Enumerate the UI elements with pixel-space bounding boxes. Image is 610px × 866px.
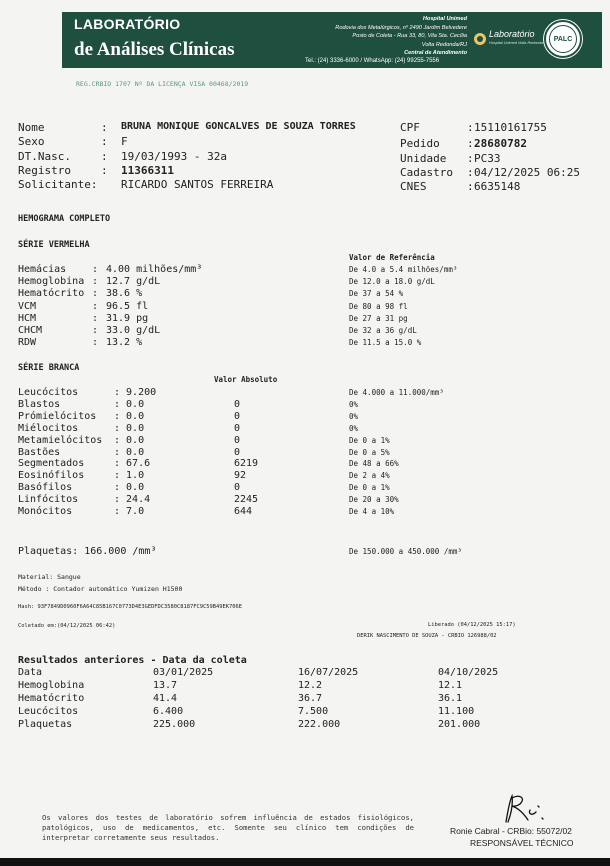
abs-header: Valor Absoluto (214, 375, 278, 384)
result-absolute: 0 (234, 422, 241, 434)
previous-value: 6.400 (153, 706, 184, 717)
solicitante-label: Solicitante: (18, 178, 98, 191)
lab-header (62, 12, 602, 68)
result-reference: De 37 a 54 % (349, 289, 404, 299)
result-label: Hemácias (18, 264, 67, 275)
result-value: 4.00 milhões/mm³ (106, 264, 203, 275)
result-reference: De 4 a 10% (349, 507, 395, 516)
result-value: 96.5 fl (106, 300, 149, 312)
patient-pedido: 28680782 (474, 137, 527, 150)
patient-birthdate: 19/03/1993 - 32a (121, 150, 227, 163)
previous-label: Plaquetas (18, 719, 73, 730)
hospital-city: Volta Redonda/RJ (421, 41, 467, 48)
patient-sex: F (121, 135, 128, 148)
result-reference: De 48 a 66% (349, 459, 399, 469)
result-label: CHCM (18, 325, 43, 336)
bottom-edge (0, 858, 610, 866)
result-absolute: 2245 (234, 494, 259, 506)
result-absolute: 0 (234, 434, 241, 446)
palc-seal-icon (544, 20, 582, 58)
previous-value: 36.7 (298, 693, 323, 704)
lab-logo-text: Laboratório (489, 29, 535, 39)
palc-seal-text: PALC (553, 35, 573, 43)
nome-label: Nome (18, 121, 45, 134)
result-reference: De 4.000 a 11.000/mm³ (349, 388, 444, 397)
pedido-label: Pedido (400, 137, 440, 150)
unidade-label: Unidade (400, 152, 447, 165)
responsavel-title: RESPONSÁVEL TÉCNICO (470, 838, 574, 848)
result-separator: : (92, 288, 99, 300)
patient-solicitante: RICARDO SANTOS FERREIRA (121, 178, 274, 191)
material: Material: Sangue (18, 573, 81, 581)
result-value: 13.2 % (106, 337, 143, 349)
previous-value: 12.2 (298, 680, 323, 691)
result-label: Linfócitos (18, 494, 79, 506)
result-separator: : (92, 300, 99, 312)
previous-value: 201.000 (438, 719, 481, 730)
previous-value: 36.1 (438, 693, 463, 704)
result-separator: : (92, 337, 99, 349)
result-reference: De 32 a 36 g/dL (349, 326, 417, 335)
coletado-em: Coletado em:(04/12/2025 06:42) (18, 623, 116, 629)
patient-name: BRUNA MONIQUE GONCALVES DE SOUZA TORRES (121, 121, 356, 132)
registration-line: REG.CRBIO 1707 Nº DA LICENÇA VISA 00468/2019 (76, 80, 249, 88)
result-absolute: 6219 (234, 458, 259, 470)
result-reference: De 20 a 30% (349, 495, 399, 505)
result-reference: De 0 a 5% (349, 447, 390, 457)
result-absolute: 0 (234, 398, 241, 410)
result-absolute: 92 (234, 470, 247, 482)
ref-header: Valor de Referência (349, 253, 435, 262)
previous-label: Hematócrito (18, 693, 85, 704)
sexo-label: Sexo (18, 135, 45, 148)
result-reference: 0% (349, 411, 359, 421)
registro-label: Registro (18, 164, 71, 177)
result-absolute: 644 (234, 506, 253, 517)
result-reference: 0% (349, 399, 359, 409)
liberado-em: Liberado (04/12/2025 15:17) (428, 622, 516, 628)
contact-phone: Tel.: (24) 3336-6000 / WhatsApp: (24) 99255-7556 (305, 58, 440, 64)
result-reference: De 0 a 1% (349, 435, 390, 445)
signature-icon (498, 792, 548, 828)
plaquetas-result: Plaquetas: 166.000 /mm³ (18, 546, 157, 557)
hash: Hash: 93F7849D0960F6A64C85B167C0773D4E3GEDFDC3580C8187FC9C59B49EK706E (18, 604, 242, 610)
previous-value: 11.100 (438, 706, 475, 717)
result-value: : 0.0 (114, 422, 145, 434)
lab-logo-icon (474, 33, 486, 45)
result-value: : 0.0 (114, 446, 145, 458)
result-label: HCM (18, 312, 37, 324)
plaquetas-ref: De 150.000 a 450.000 /mm³ (349, 547, 462, 556)
result-label: Prómielócitos (18, 410, 97, 422)
metodo: Método : Contador automático Yumizen H1500 (18, 585, 183, 593)
result-reference: De 2 a 4% (349, 471, 390, 481)
result-label: Metamielócitos (18, 434, 103, 446)
serie-branca-title: SÉRIE BRANCA (18, 363, 80, 373)
hospital-info (277, 15, 467, 58)
liberado-por: DERIK NASCIMENTO DE SOUZA - CRBIO 126988/02 (357, 633, 497, 639)
lab-logo-subtext: Hospital Unimed Volta Redonda (489, 41, 543, 45)
result-reference: De 11.5 a 15.0 % (349, 338, 422, 348)
result-label: Monócitos (18, 506, 73, 517)
previous-label: Hemoglobina (18, 680, 85, 691)
result-label: Hematócrito (18, 288, 85, 300)
result-value: : 0.0 (114, 434, 145, 446)
patient-cadastro: 04/12/2025 06:25 (474, 166, 580, 179)
result-value: : 7.0 (114, 506, 145, 517)
result-value: : 0.0 (114, 410, 145, 422)
result-value: 12.7 g/dL (106, 276, 161, 288)
hospital-name: Hospital Unimed (422, 16, 467, 22)
result-separator: : (92, 276, 99, 288)
anteriores-title: Resultados anteriores - Data da coleta (18, 655, 247, 666)
result-separator: : (92, 264, 99, 275)
previous-value: 225.000 (153, 719, 196, 730)
lab-title-line1: LABORATÓRIO (74, 16, 181, 32)
result-value: : 9.200 (114, 387, 157, 398)
result-label: Blastos (18, 398, 61, 410)
cadastro-label: Cadastro (400, 166, 453, 179)
result-label: Miélocitos (18, 422, 79, 434)
patient-cnes: 6635148 (474, 180, 521, 193)
lab-title-line2: de Análises Clínicas (74, 39, 235, 60)
responsavel-name: Ronie Cabral - CRBio: 55072/02 (450, 826, 572, 836)
result-label: VCM (18, 300, 37, 312)
collection-post: Posto de Coleta - Rua 33, 80, Vila Sta. Cecília (352, 33, 467, 39)
result-absolute: 0 (234, 482, 241, 494)
result-value: : 0.0 (114, 398, 145, 410)
previous-value: 12.1 (438, 680, 463, 691)
service-center: Central de Atendimento (404, 50, 467, 56)
previous-value: 222.000 (298, 719, 341, 730)
exam-title: HEMOGRAMA COMPLETO (18, 214, 111, 224)
result-separator: : (92, 312, 99, 324)
result-value: : 67.6 (114, 458, 151, 470)
result-label: Basófilos (18, 482, 73, 494)
previous-value: 41.4 (153, 693, 178, 704)
result-value: : 1.0 (114, 470, 145, 482)
result-reference: De 0 a 1% (349, 483, 390, 493)
result-absolute: 0 (234, 446, 241, 458)
patient-unidade: PC33 (474, 152, 501, 165)
result-label: Eosinófilos (18, 470, 85, 482)
result-value: 38.6 % (106, 288, 143, 300)
result-label: Leucócitos (18, 387, 79, 398)
previous-value: 7.500 (298, 706, 329, 717)
result-reference: De 4.0 a 5.4 milhões/mm³ (349, 265, 458, 274)
patient-registro: 11366311 (121, 164, 174, 177)
result-value: 33.0 g/dL (106, 325, 161, 336)
result-label: RDW (18, 337, 37, 349)
lab-logo (474, 30, 543, 48)
result-reference: De 80 a 98 fl (349, 301, 408, 311)
previous-label: Leucócitos (18, 706, 79, 717)
result-label: Bastões (18, 446, 61, 458)
cnes-label: CNES (400, 180, 427, 193)
previous-value: 13.7 (153, 680, 178, 691)
serie-vermelha-title: SÉRIE VERMELHA (18, 240, 90, 250)
result-label: Segmentados (18, 458, 85, 470)
patient-cpf: 15110161755 (474, 121, 547, 134)
result-value: : 0.0 (114, 482, 145, 494)
result-value: 31.9 pg (106, 312, 149, 324)
previous-header: 04/10/2025 (438, 667, 499, 678)
result-separator: : (92, 325, 99, 336)
disclaimer: Os valores dos testes de laboratório sofrem influência de estados fisiológicos, patológicos, uso de medicamentos, etc. Somente seu clínico tem condições de interpretar corretamente seus resultados. (42, 813, 414, 842)
previous-header: 16/07/2025 (298, 667, 359, 678)
result-reference: De 12.0 a 18.0 g/dL (349, 277, 435, 287)
result-reference: De 27 a 31 pg (349, 313, 408, 323)
hospital-address: Rodovia dos Metalúrgicos, nº 2490 Jardim Belvedere (335, 24, 467, 31)
cpf-label: CPF (400, 121, 420, 134)
dtnasc-label: DT.Nasc. (18, 150, 71, 163)
previous-header: 03/01/2025 (153, 667, 214, 678)
result-value: : 24.4 (114, 494, 151, 506)
result-label: Hemoglobina (18, 276, 85, 288)
previous-header: Data (18, 667, 43, 678)
result-reference: 0% (349, 423, 359, 433)
result-absolute: 0 (234, 410, 241, 422)
